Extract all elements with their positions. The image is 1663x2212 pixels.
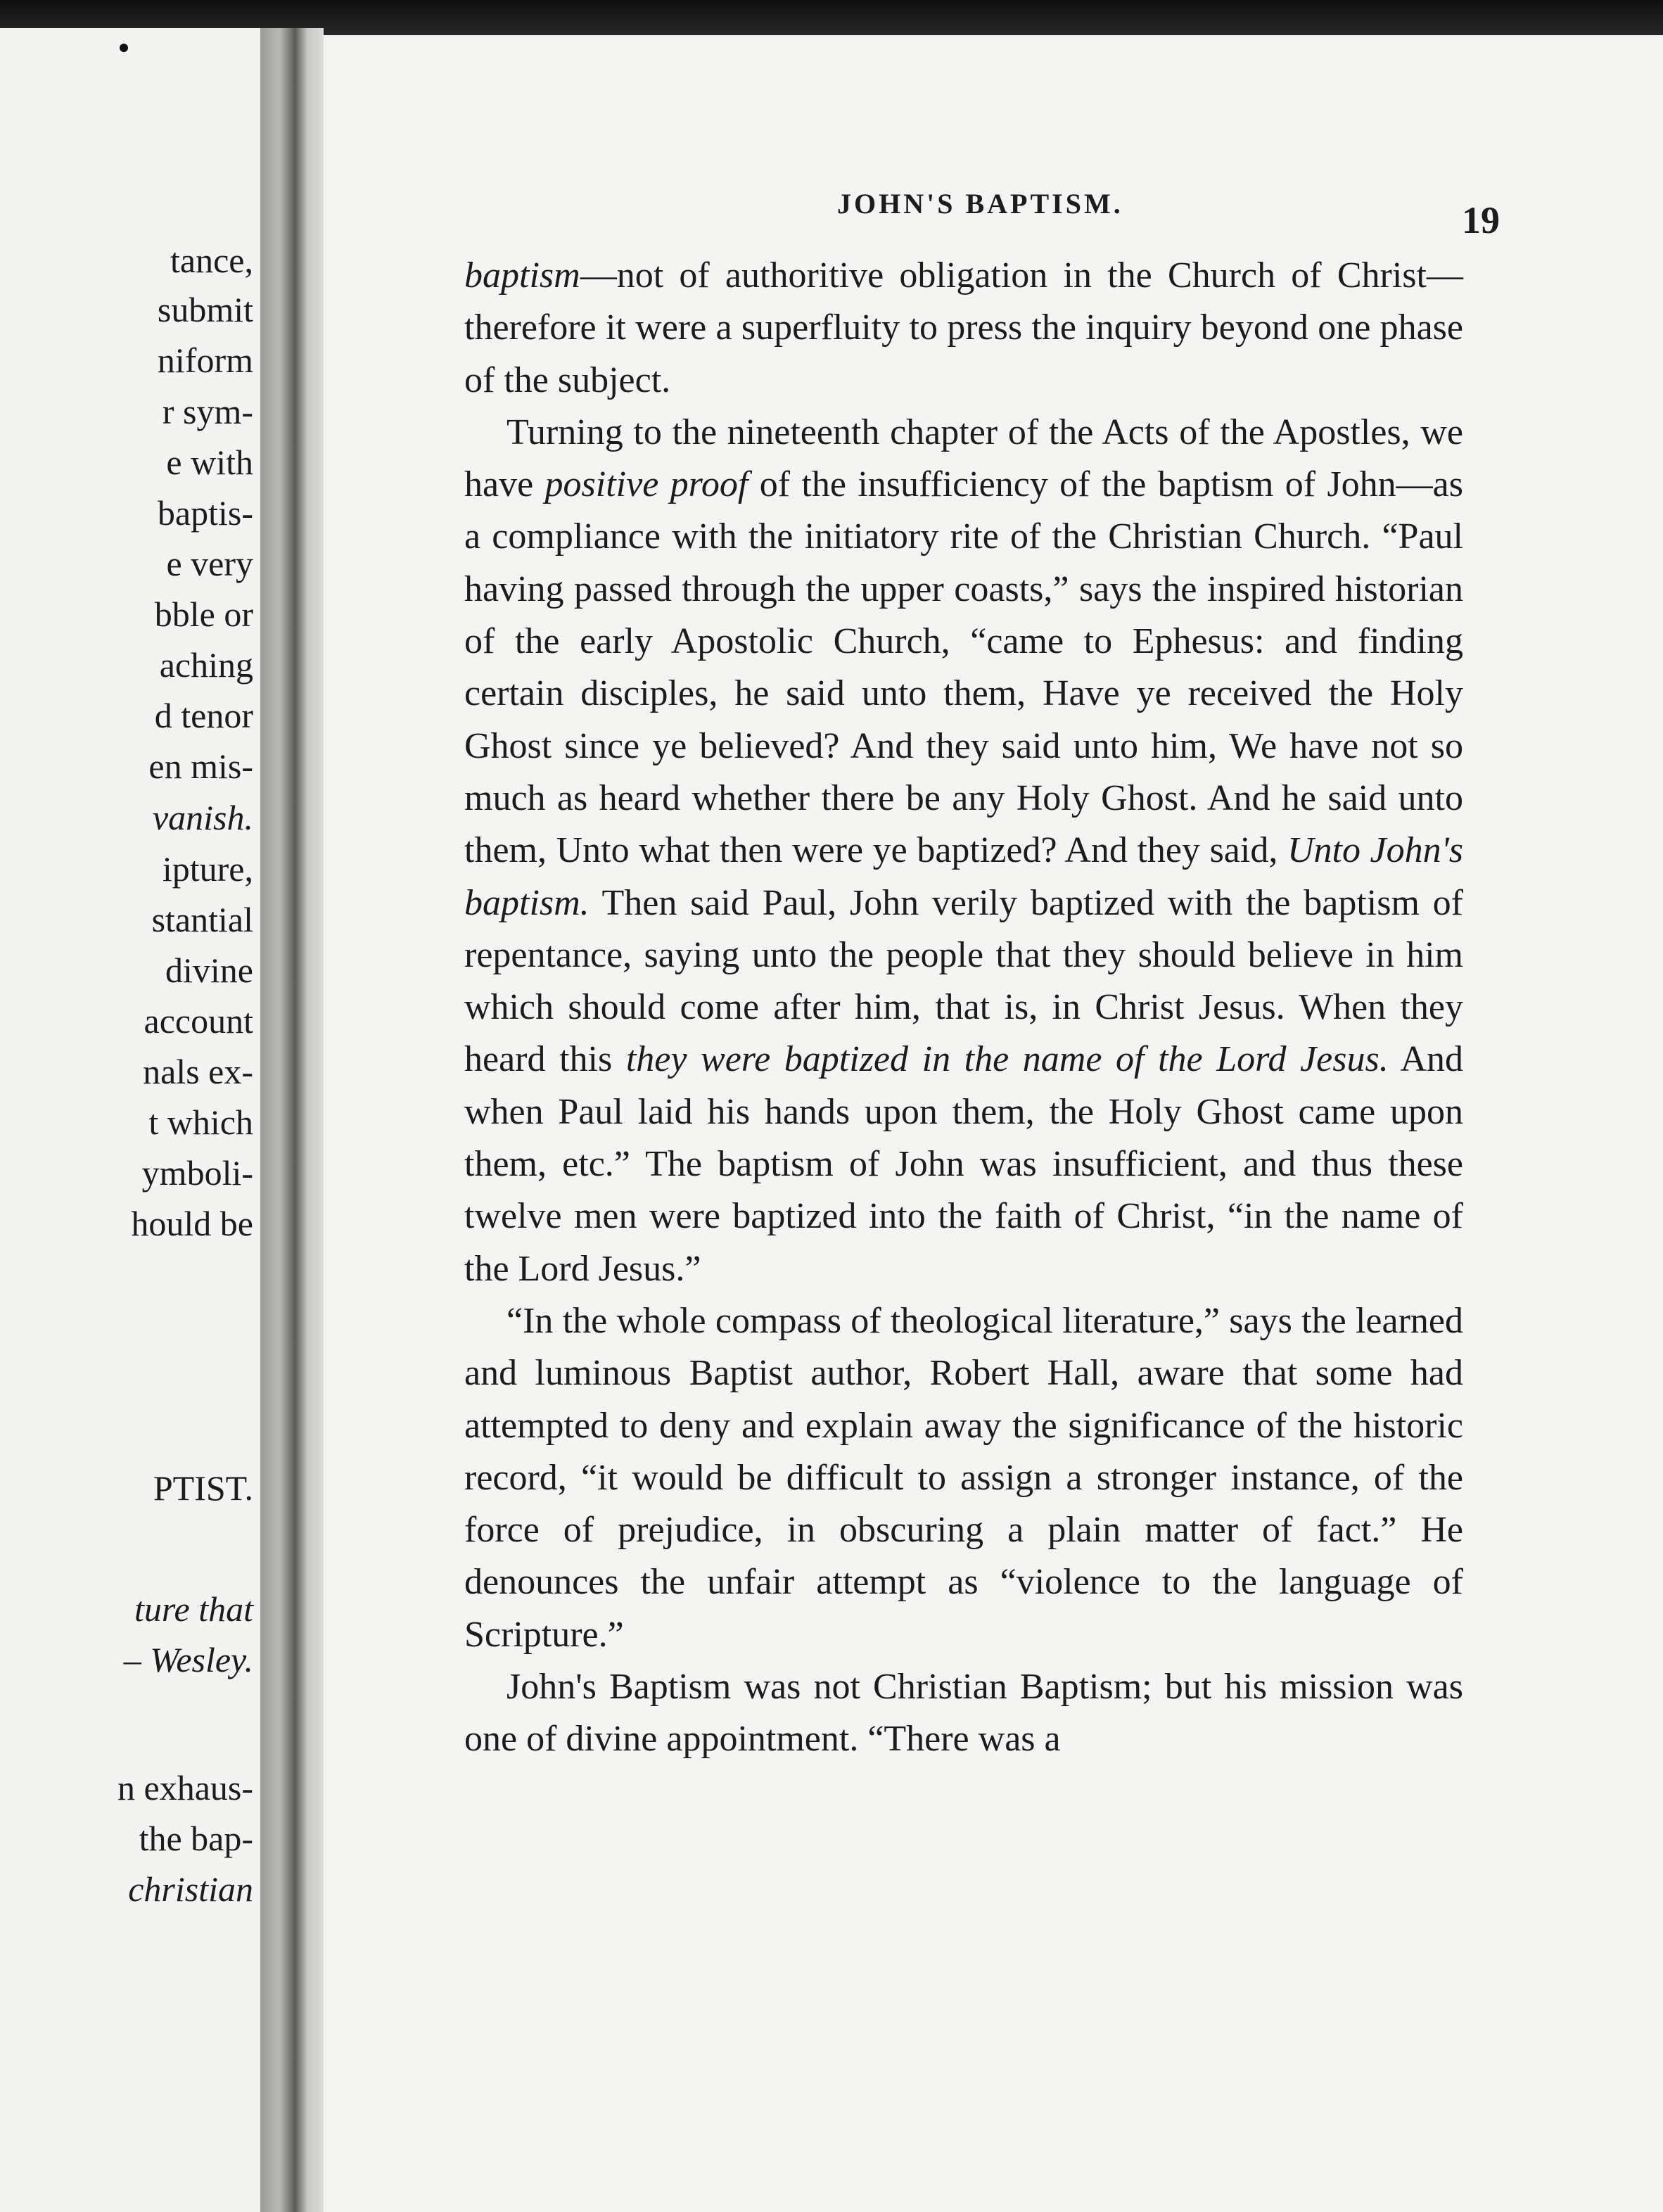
left-page-line: n exhaus- [117,1768,253,1807]
left-page-line: r sym- [162,392,253,431]
text-run: “In the whole compass of theological literature,” says the learned and luminous Baptist author, Robert Hall, aware that some had attempted to deny and explain away the significance of the historic record, “it would be difficult to assign a stronger instance, of the force of prejudice, in obscuring a plain matter of fact.” He denounces the unfair attempt as “violence to the language of Scripture.” [464,1300,1463,1655]
text-run: of the insufficiency of the baptism of John—as a compliance with the initiatory rite of the Christian Church. “Paul having passed through the upper coasts,” says the inspired historian of the early Apostolic Church, “came to Ephesus: and finding certain disciples, he said unto them, Have ye received the Holy Ghost since ye believed? And they said unto him, We have not so much as heard whether there be any Holy Ghost. And he said unto them, Unto what then were ye baptized? And they said, [464,464,1463,871]
text-run: Turning to the nineteenth chapter of the Acts of the Apostles, we have [464,412,1463,505]
left-page-line: PTIST. [153,1468,253,1508]
book-gutter [260,28,324,2212]
left-page-line: en mis- [148,746,253,786]
italic-text: they were baptized in the name of the Lord Jesus. [625,1039,1389,1080]
text-run: John's Baptism was not Christian Baptism; but his mission was one of divine appointment. “There was a [464,1667,1463,1760]
left-page-line: bble or [154,595,253,634]
left-page-line: e very [166,544,253,583]
left-page-line: aching [159,645,253,685]
italic-text: Unto John's baptism. [464,830,1463,923]
left-page-line: t which [148,1102,253,1142]
page-number: 19 [1462,199,1500,241]
paragraph [464,250,1463,407]
text-run: —not of authoritive obligation in the Church of Christ—therefore it were a superfluity to press the inquiry beyond one phase of the subject. [464,255,1463,400]
page-dot-mark [120,44,128,52]
left-page-line: the bap- [139,1819,253,1858]
left-page-line: d tenor [154,696,253,735]
left-page-line: hould be [131,1204,253,1243]
paragraph [464,1661,1463,1766]
paragraph [464,407,1463,1295]
left-page-line: nals ex- [143,1052,253,1091]
left-page-line: divine [165,951,253,990]
left-page-line: e with [166,443,253,482]
italic-text: positive proof [544,464,748,505]
left-page-line: baptis- [157,493,253,533]
body-text [464,250,1463,1766]
left-page-line: stantial [151,900,253,939]
text-run: Then said Paul, John verily baptized with the baptism of repentance, saying unto the people that they should believe in him which should come after him, that is, in Christ Jesus. When they heard this [464,882,1463,1080]
left-page-line: niform [157,341,253,380]
left-page-line: ipture, [162,849,253,889]
running-head: JOHN'S BAPTISM. [837,188,1123,220]
italic-text: baptism [464,255,580,295]
left-page-line: account [144,1001,253,1041]
left-page-line: ymboli- [141,1153,253,1193]
left-page-line: ture that [134,1589,253,1629]
paragraph [464,1295,1463,1661]
left-page-line: – Wesley. [123,1640,253,1679]
left-page-line: submit [157,290,253,329]
left-page [0,28,260,2212]
left-page-line: tance, [170,241,253,280]
left-page-line: christian [128,1869,253,1909]
left-page-line: vanish. [152,798,253,837]
text-run: And when Paul laid his hands upon them, the Holy Ghost came upon them, etc.” The baptism of John was insufficient, and thus these twelve men were baptized into the faith of Christ, “in the name of the Lord Jesus.” [464,1039,1463,1289]
